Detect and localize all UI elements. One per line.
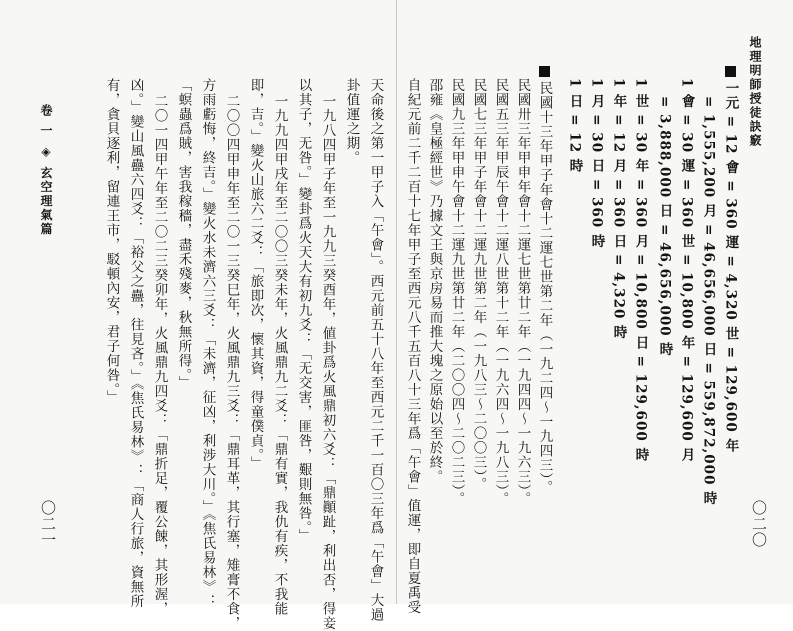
text-column: 1 月 = 30 日 = 360 時	[588, 78, 605, 249]
right-page	[397, 0, 793, 615]
text-column: 方雨虧悔，終吉。」變火水未濟六三爻：「未濟，征凶，利涉大川。」《焦氏易林》：	[199, 78, 216, 609]
text-column: 民國九三年甲申午會十二運九世第廿二年（二〇〇四～二〇二三）。	[448, 78, 465, 507]
text-column: 自紀元前二千二百十七年甲子至西元八千五百八十三年爲「午會」值運，即自夏禹受	[404, 78, 421, 615]
square-bullet-icon	[539, 66, 550, 77]
text-column: 民國七三年甲子年會十二運九世第二年（一九八三～二〇〇三）。	[470, 78, 487, 492]
text-column: 邵雍《皇極經世》乃據文王與京房易而推大塊之原始以至於終。	[426, 78, 443, 484]
text-column: 1 日 = 12 時	[566, 78, 583, 174]
text-column: 天命後之第一甲子入「午會」。西元前五十八年至西元二千一百〇三年爲「午會」大過	[367, 78, 384, 623]
text-column: = 3,888,000 日 = 46,656,000 時	[656, 96, 673, 357]
text-column: = 1,555,200 月 = 46,656,000 日 = 559,872,000 時	[700, 96, 717, 506]
text-column: 1 會 = 30 運 = 360 世 = 10,800 年 = 129,600 月	[678, 78, 695, 462]
page-header: 地理明師授徒訣竅	[748, 36, 762, 148]
text-column: 一元 = 12 會 = 360 運 = 4,320 世 = 129,600 年	[723, 64, 737, 453]
text-column: 即，吉。」變火山旅六二爻：「旅即次，懷其資，得童僕貞。」	[247, 78, 264, 471]
square-bullet-icon	[725, 66, 736, 77]
text-column: 民國五三年甲辰午會十二運八世第十二年（一九六四～一九八三）。	[492, 78, 509, 507]
text-column: 以其子，无咎。」變卦爲火天大有初九爻：「无交害，匪咎，艱則無咎。」	[295, 78, 312, 543]
left-page	[0, 0, 396, 631]
text-column: 一九九四甲戌年至二〇〇三癸未年，火風鼎九二爻：「鼎有實，我仇有疾，不我能	[271, 94, 288, 616]
text-column: 卦值運之期。	[343, 78, 360, 165]
page-gutter	[396, 0, 397, 604]
page-number: 〇二〇	[750, 500, 768, 548]
page-number: 〇二一	[39, 500, 57, 548]
text-column: 民國十三年甲子年會十二運七世第二年（一九二四～一九四三）。	[537, 64, 551, 495]
page-header: 卷 一 ◈ 玄空理氣篇	[39, 104, 53, 237]
text-column: 1 世 = 30 年 = 360 月 = 10,800 日 = 129,600 時	[632, 78, 649, 462]
text-column: 有，貪貝逐利，留連王市，駁頓內安，君子何咎。」	[103, 78, 120, 405]
text-column: 一九八四甲子年至一九九三癸酉年，値卦爲火風鼎初六爻：「鼎顚趾，利出否，得妾	[319, 94, 336, 631]
text-column: 1 年 = 12 月 = 360 日 = 4,320 時	[610, 78, 627, 340]
text-column: 「螟蟲爲賊，害我稼穡，盡禾殘麥，秋無所得。」	[175, 78, 192, 391]
text-column: 民國卅三年甲申年會十二運七世第廿二年（一九四四～一九六三）。	[514, 78, 531, 507]
text-column: 二〇一四甲午年至二〇二三癸卯年，火風鼎九四爻：「鼎折足，覆公餗，其形渥，	[151, 94, 168, 616]
text-column: 凶。」變山風蠱六四爻：「裕父之蠱，往見吝。」《焦氏易林》：「商人行旅，資無所	[127, 78, 144, 609]
text-column: 二〇〇四甲申年至二〇一三癸巳年，火風鼎九三爻：「鼎耳革，其行塞，雉膏不食，	[223, 94, 240, 631]
